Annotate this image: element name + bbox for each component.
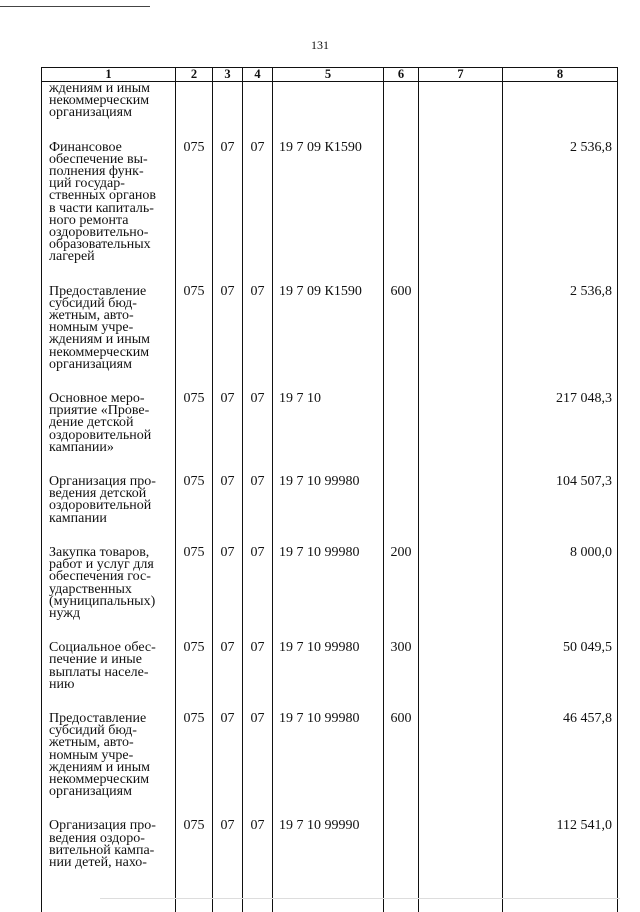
row-name-line: кампании xyxy=(49,513,173,525)
row-name-line: обеспечение вы- xyxy=(49,154,173,166)
cell-c8 xyxy=(503,82,618,120)
cell-c7 xyxy=(419,264,503,371)
row-name-line: субсидий бюд- xyxy=(49,298,173,310)
cell-c4: 07 xyxy=(243,798,273,912)
cell-c6: 600 xyxy=(384,264,419,371)
row-name-line: некоммерческим xyxy=(49,95,173,107)
cell-c7 xyxy=(419,691,503,798)
row-name-cell xyxy=(42,454,176,525)
cell-c4: 07 xyxy=(243,691,273,798)
cell-c5: 19 7 10 99980 xyxy=(273,454,384,525)
cell-c2 xyxy=(176,82,213,120)
cell-c5: 19 7 10 xyxy=(273,371,384,454)
cell-c7 xyxy=(419,82,503,120)
cell-c3: 07 xyxy=(213,120,243,264)
row-name-line: организациям xyxy=(49,359,173,371)
row-name-cell xyxy=(42,120,176,264)
row-name-line: субсидий бюд- xyxy=(49,725,173,737)
row-name-line: ственных органов xyxy=(49,190,173,202)
table-row xyxy=(42,525,618,620)
row-name-line: ведения оздоро- xyxy=(49,833,173,845)
cell-c6 xyxy=(384,120,419,264)
header-col-7: 7 xyxy=(419,68,503,82)
row-name-line: оздоровительной xyxy=(49,500,173,512)
cell-c2: 075 xyxy=(176,371,213,454)
cell-c4: 07 xyxy=(243,120,273,264)
cell-c3: 07 xyxy=(213,371,243,454)
row-name-line: ждениям и иным xyxy=(49,762,173,774)
cell-c7 xyxy=(419,454,503,525)
table-row xyxy=(42,620,618,691)
cell-c5: 19 7 09 К1590 xyxy=(273,264,384,371)
cell-c2: 075 xyxy=(176,798,213,912)
row-name-line: ций государ- xyxy=(49,178,173,190)
row-name-line: Предоставление xyxy=(49,286,173,298)
cell-c7 xyxy=(419,525,503,620)
cell-c6 xyxy=(384,798,419,912)
row-name-line: Основное меро- xyxy=(49,393,173,405)
cell-c5: 19 7 10 99980 xyxy=(273,620,384,691)
cell-c8: 2 536,8 xyxy=(503,264,618,371)
cell-c6: 600 xyxy=(384,691,419,798)
row-name-line: ного ремонта xyxy=(49,215,173,227)
cell-c5: 19 7 10 99980 xyxy=(273,691,384,798)
cell-c5: 19 7 10 99990 xyxy=(273,798,384,912)
row-name-line: Организация про- xyxy=(49,476,173,488)
table-row xyxy=(42,691,618,798)
row-name-line: полнения функ- xyxy=(49,166,173,178)
row-name-line: ударственных xyxy=(49,584,173,596)
row-name-line: в части капиталь- xyxy=(49,203,173,215)
cell-c8: 50 049,5 xyxy=(503,620,618,691)
cell-c8: 46 457,8 xyxy=(503,691,618,798)
row-name-line: ждениям и иным xyxy=(49,334,173,346)
row-name-line: дение детской xyxy=(49,417,173,429)
row-name-line: Организация про- xyxy=(49,820,173,832)
cell-c4: 07 xyxy=(243,371,273,454)
row-name-line: организациям xyxy=(49,107,173,119)
row-name-cell xyxy=(42,798,176,912)
cell-c3: 07 xyxy=(213,798,243,912)
cell-c4: 07 xyxy=(243,620,273,691)
header-col-3: 3 xyxy=(213,68,243,82)
row-name-cell xyxy=(42,525,176,620)
cell-c8: 112 541,0 xyxy=(503,798,618,912)
row-name-line: нии детей, нахо- xyxy=(49,857,173,869)
table-row xyxy=(42,120,618,264)
table-row xyxy=(42,371,618,454)
cell-c7 xyxy=(419,798,503,912)
cell-c3: 07 xyxy=(213,454,243,525)
cell-c8: 2 536,8 xyxy=(503,120,618,264)
cell-c8: 217 048,3 xyxy=(503,371,618,454)
row-name-cell xyxy=(42,82,176,120)
cell-c4: 07 xyxy=(243,454,273,525)
row-name-line: Социальное обес- xyxy=(49,642,173,654)
row-name-line: Закупка товаров, xyxy=(49,547,173,559)
cell-c6: 200 xyxy=(384,525,419,620)
header-col-4: 4 xyxy=(243,68,273,82)
row-name-line: ждениям и иным xyxy=(49,83,173,95)
row-name-line: приятие «Прове- xyxy=(49,405,173,417)
cell-c2: 075 xyxy=(176,454,213,525)
row-name-line: номным учре- xyxy=(49,750,173,762)
cell-c2: 075 xyxy=(176,620,213,691)
header-col-1: 1 xyxy=(42,68,176,82)
cell-c3: 07 xyxy=(213,525,243,620)
cell-c4: 07 xyxy=(243,264,273,371)
row-name-line: оздоровительной xyxy=(49,430,173,442)
table-header-row xyxy=(42,68,618,82)
cell-c3: 07 xyxy=(213,620,243,691)
cell-c5 xyxy=(273,82,384,120)
cell-c4 xyxy=(243,82,273,120)
cell-c8: 8 000,0 xyxy=(503,525,618,620)
row-name-line: некоммерческим xyxy=(49,347,173,359)
table-row xyxy=(42,264,618,371)
page-number: 131 xyxy=(0,38,640,53)
row-name-cell xyxy=(42,691,176,798)
cell-c7 xyxy=(419,120,503,264)
cell-c3: 07 xyxy=(213,264,243,371)
table-row xyxy=(42,454,618,525)
cell-c6: 300 xyxy=(384,620,419,691)
row-name-cell xyxy=(42,371,176,454)
row-name-line: лагерей xyxy=(49,251,173,263)
header-col-8: 8 xyxy=(503,68,618,82)
row-name-line: ведения детской xyxy=(49,488,173,500)
row-name-line: кампании» xyxy=(49,442,173,454)
header-col-6: 6 xyxy=(384,68,419,82)
cell-c7 xyxy=(419,620,503,691)
top-rule xyxy=(0,6,150,7)
row-name-line: Финансовое xyxy=(49,142,173,154)
cell-c6 xyxy=(384,454,419,525)
row-name-cell xyxy=(42,620,176,691)
cell-c3 xyxy=(213,82,243,120)
cell-c2: 075 xyxy=(176,120,213,264)
row-name-line: нию xyxy=(49,679,173,691)
header-col-5: 5 xyxy=(273,68,384,82)
cell-c3: 07 xyxy=(213,691,243,798)
row-name-line: вительной кампа- xyxy=(49,845,173,857)
cell-c8: 104 507,3 xyxy=(503,454,618,525)
cell-c2: 075 xyxy=(176,691,213,798)
row-name-line: номным учре- xyxy=(49,322,173,334)
cell-c5: 19 7 09 К1590 xyxy=(273,120,384,264)
row-name-line: Предоставление xyxy=(49,713,173,725)
row-name-line: жетным, авто- xyxy=(49,737,173,749)
row-name-line: выплаты населе- xyxy=(49,667,173,679)
row-name-cell xyxy=(42,264,176,371)
row-name-line: жетным, авто- xyxy=(49,310,173,322)
row-name-line: обеспечения гос- xyxy=(49,571,173,583)
header-col-2: 2 xyxy=(176,68,213,82)
cell-c6 xyxy=(384,82,419,120)
cell-c5: 19 7 10 99980 xyxy=(273,525,384,620)
budget-table xyxy=(41,67,618,912)
row-name-line: печение и иные xyxy=(49,654,173,666)
row-name-line: работ и услуг для xyxy=(49,559,173,571)
table-body xyxy=(42,82,618,912)
row-name-line: нужд xyxy=(49,608,173,620)
row-name-line: некоммерческим xyxy=(49,774,173,786)
row-name-line: организациям xyxy=(49,786,173,798)
row-name-line: оздоровительно- xyxy=(49,227,173,239)
cell-c7 xyxy=(419,371,503,454)
bottom-scan-line xyxy=(100,898,620,899)
table-row xyxy=(42,82,618,120)
cell-c2: 075 xyxy=(176,264,213,371)
cell-c2: 075 xyxy=(176,525,213,620)
row-name-line: (муниципальных) xyxy=(49,596,173,608)
cell-c6 xyxy=(384,371,419,454)
row-name-line: образовательных xyxy=(49,239,173,251)
cell-c4: 07 xyxy=(243,525,273,620)
table-row xyxy=(42,798,618,912)
